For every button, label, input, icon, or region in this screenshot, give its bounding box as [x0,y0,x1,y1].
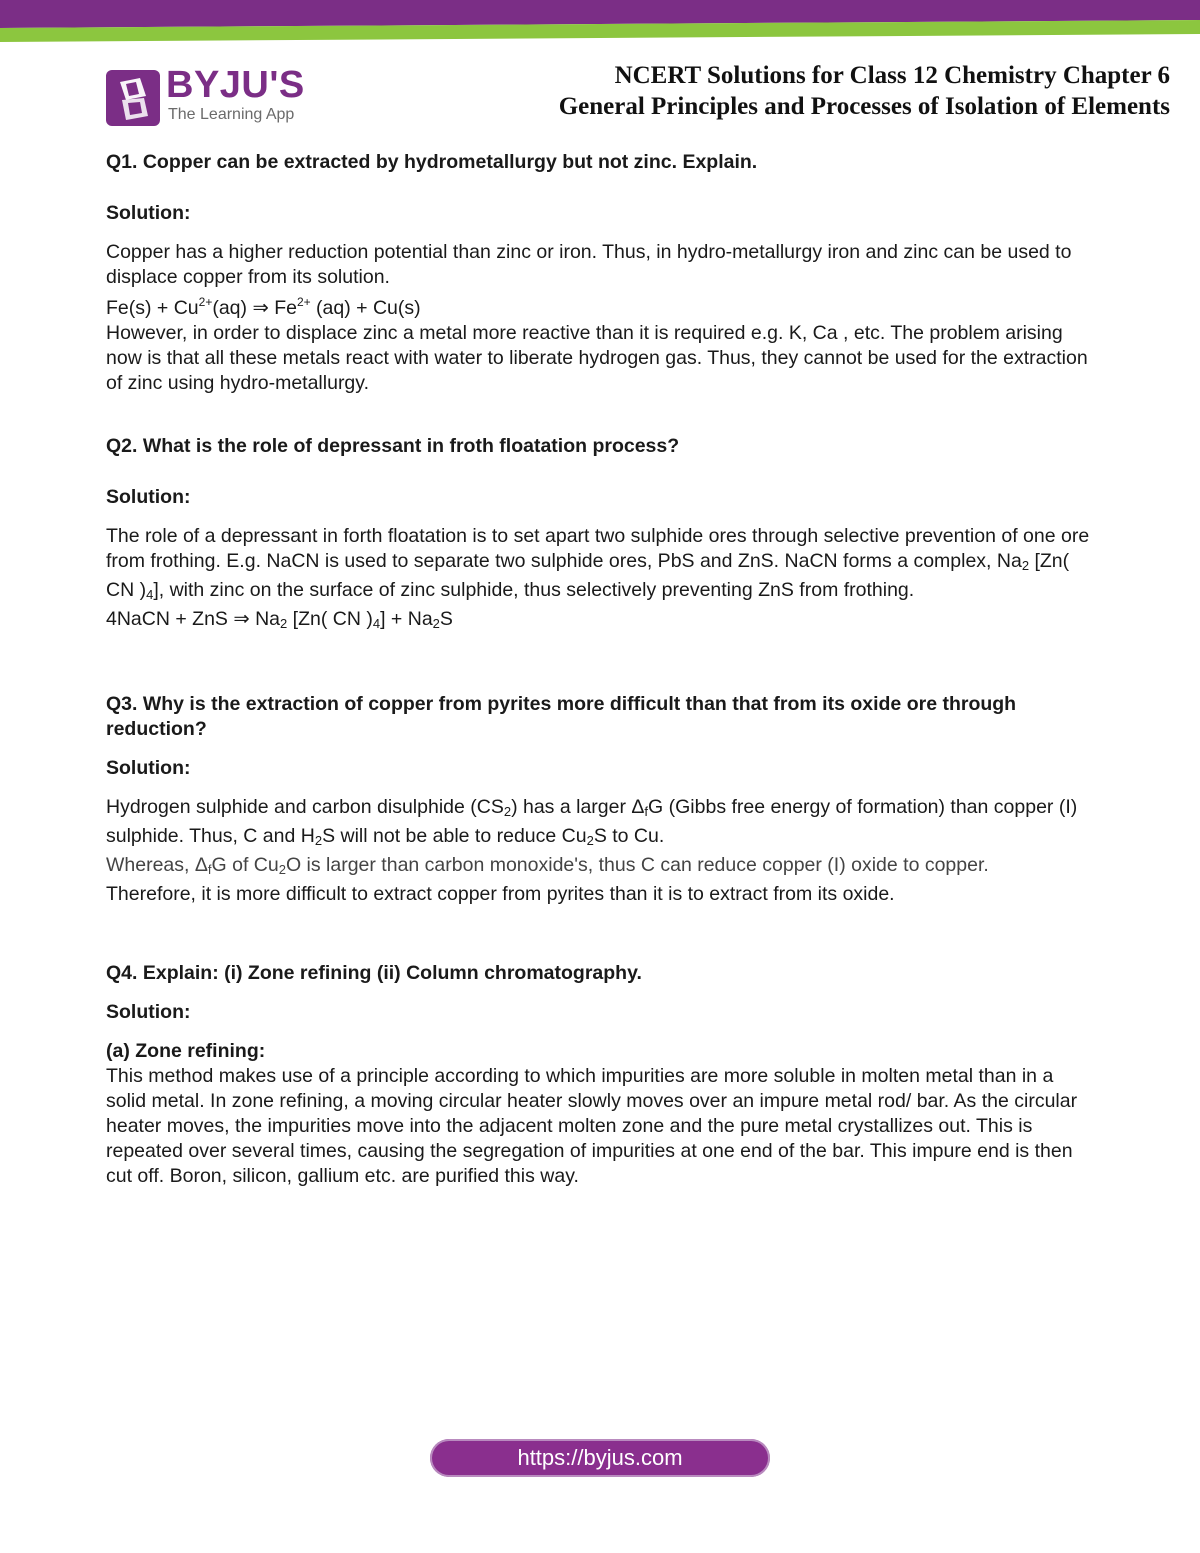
logo-wordmark: BYJU'S [166,64,305,106]
q4-answer-para: This method makes use of a principle according to which impurities are more soluble in molten metal than in a solid metal. In zone refining, a moving circular heater slowly moves over an impure metal rod/ bar. As the circular heater moves, the impurities move into the adjacent molten zone and the pure metal crystallizes out. This is repeated over several times, causing the segregation of impurities at one end of the bar. This impure end is then cut off. Boron, silicon, gallium etc. are purified this way. [106,1065,1078,1187]
q2-equation: 4NaCN + ZnS ⇒ $Na_2$ [Zn( CN )$_4] + Na_2S$ [106,608,453,631]
q3-answer-para-2: Whereas, $\Delta_fG$ of $Cu_2O$ is larger than carbon monoxide's, thus C can reduce copper (I) oxide to copper. [106,854,989,877]
question-4: Q4. Explain: (i) Zone refining (ii) Column chromatography. [106,962,642,984]
byjus-logo-mark-icon [106,70,160,126]
question-3: Q3. Why is the extraction of copper from pyrites more difficult than that from its oxide ore through reduction? [106,693,1017,740]
question-2: Q2. What is the role of depressant in froth floatation process? [106,435,680,457]
footer-url-link[interactable]: https://byjus.com [517,1445,683,1470]
q1-answer-para-1: Copper has a higher reduction potential than zinc or iron. Thus, in hydro-metallurgy iron and zinc can be used to displace copper from its solution. [106,241,1072,288]
solution-label: Solution: [106,1001,191,1023]
solution-label: Solution: [106,202,191,224]
solution-label: Solution: [106,486,191,508]
q2-answer-para: The role of a depressant in forth floatation is to set apart two sulphide ores through selective prevention of one ore from frothing. E.g. NaCN is used to separate two sulphide ores, PbS and ZnS. NaCN forms a complex, $Na_2$ [Zn( CN )$_4$], with zinc on the surface of zinc sulphide, thus selectively preventing ZnS from frothing. [106,525,1090,602]
byjus-logo [106,64,316,130]
solution-label: Solution: [106,757,191,779]
q4-subheading: (a) Zone refining: [106,1040,266,1062]
q1-answer-para-2: However, in order to displace zinc a metal more reactive than it is required e.g. K, Ca , etc. The problem arising now is that all these metals react with water to liberate hydrogen gas. Thus, they cannot be used for the extraction of zinc using hydro-metallurgy. [106,322,1088,394]
document-body [106,150,1096,1189]
logo-tagline: The Learning App [168,106,295,123]
q3-answer-para-3: Therefore, it is more difficult to extract copper from pyrites than it is to extract from its oxide. [106,883,895,905]
footer-url-pill[interactable] [430,1439,770,1477]
top-color-band [0,0,1200,42]
question-1: Q1. Copper can be extracted by hydrometallurgy but not zinc. Explain. [106,151,758,173]
header-title-line2: General Principles and Processes of Isolation of Elements [558,93,1170,120]
document-header [559,60,1170,122]
q1-equation: $Fe(s) + Cu^{2+}(aq)$ ⇒ $Fe^{2+}$ (aq) + Cu(s) [106,295,421,319]
header-title-line1: NCERT Solutions for Class 12 Chemistry Chapter 6 [614,62,1170,89]
q3-answer-para-1: Hydrogen sulphide and carbon disulphide $(CS_2)$ has a larger $\Delta_fG$ (Gibbs free energy of formation) than copper (I) sulphide. Thus, C and $H_2S$ will not be able to reduce $Cu_2S$ to Cu. [106,796,1078,848]
